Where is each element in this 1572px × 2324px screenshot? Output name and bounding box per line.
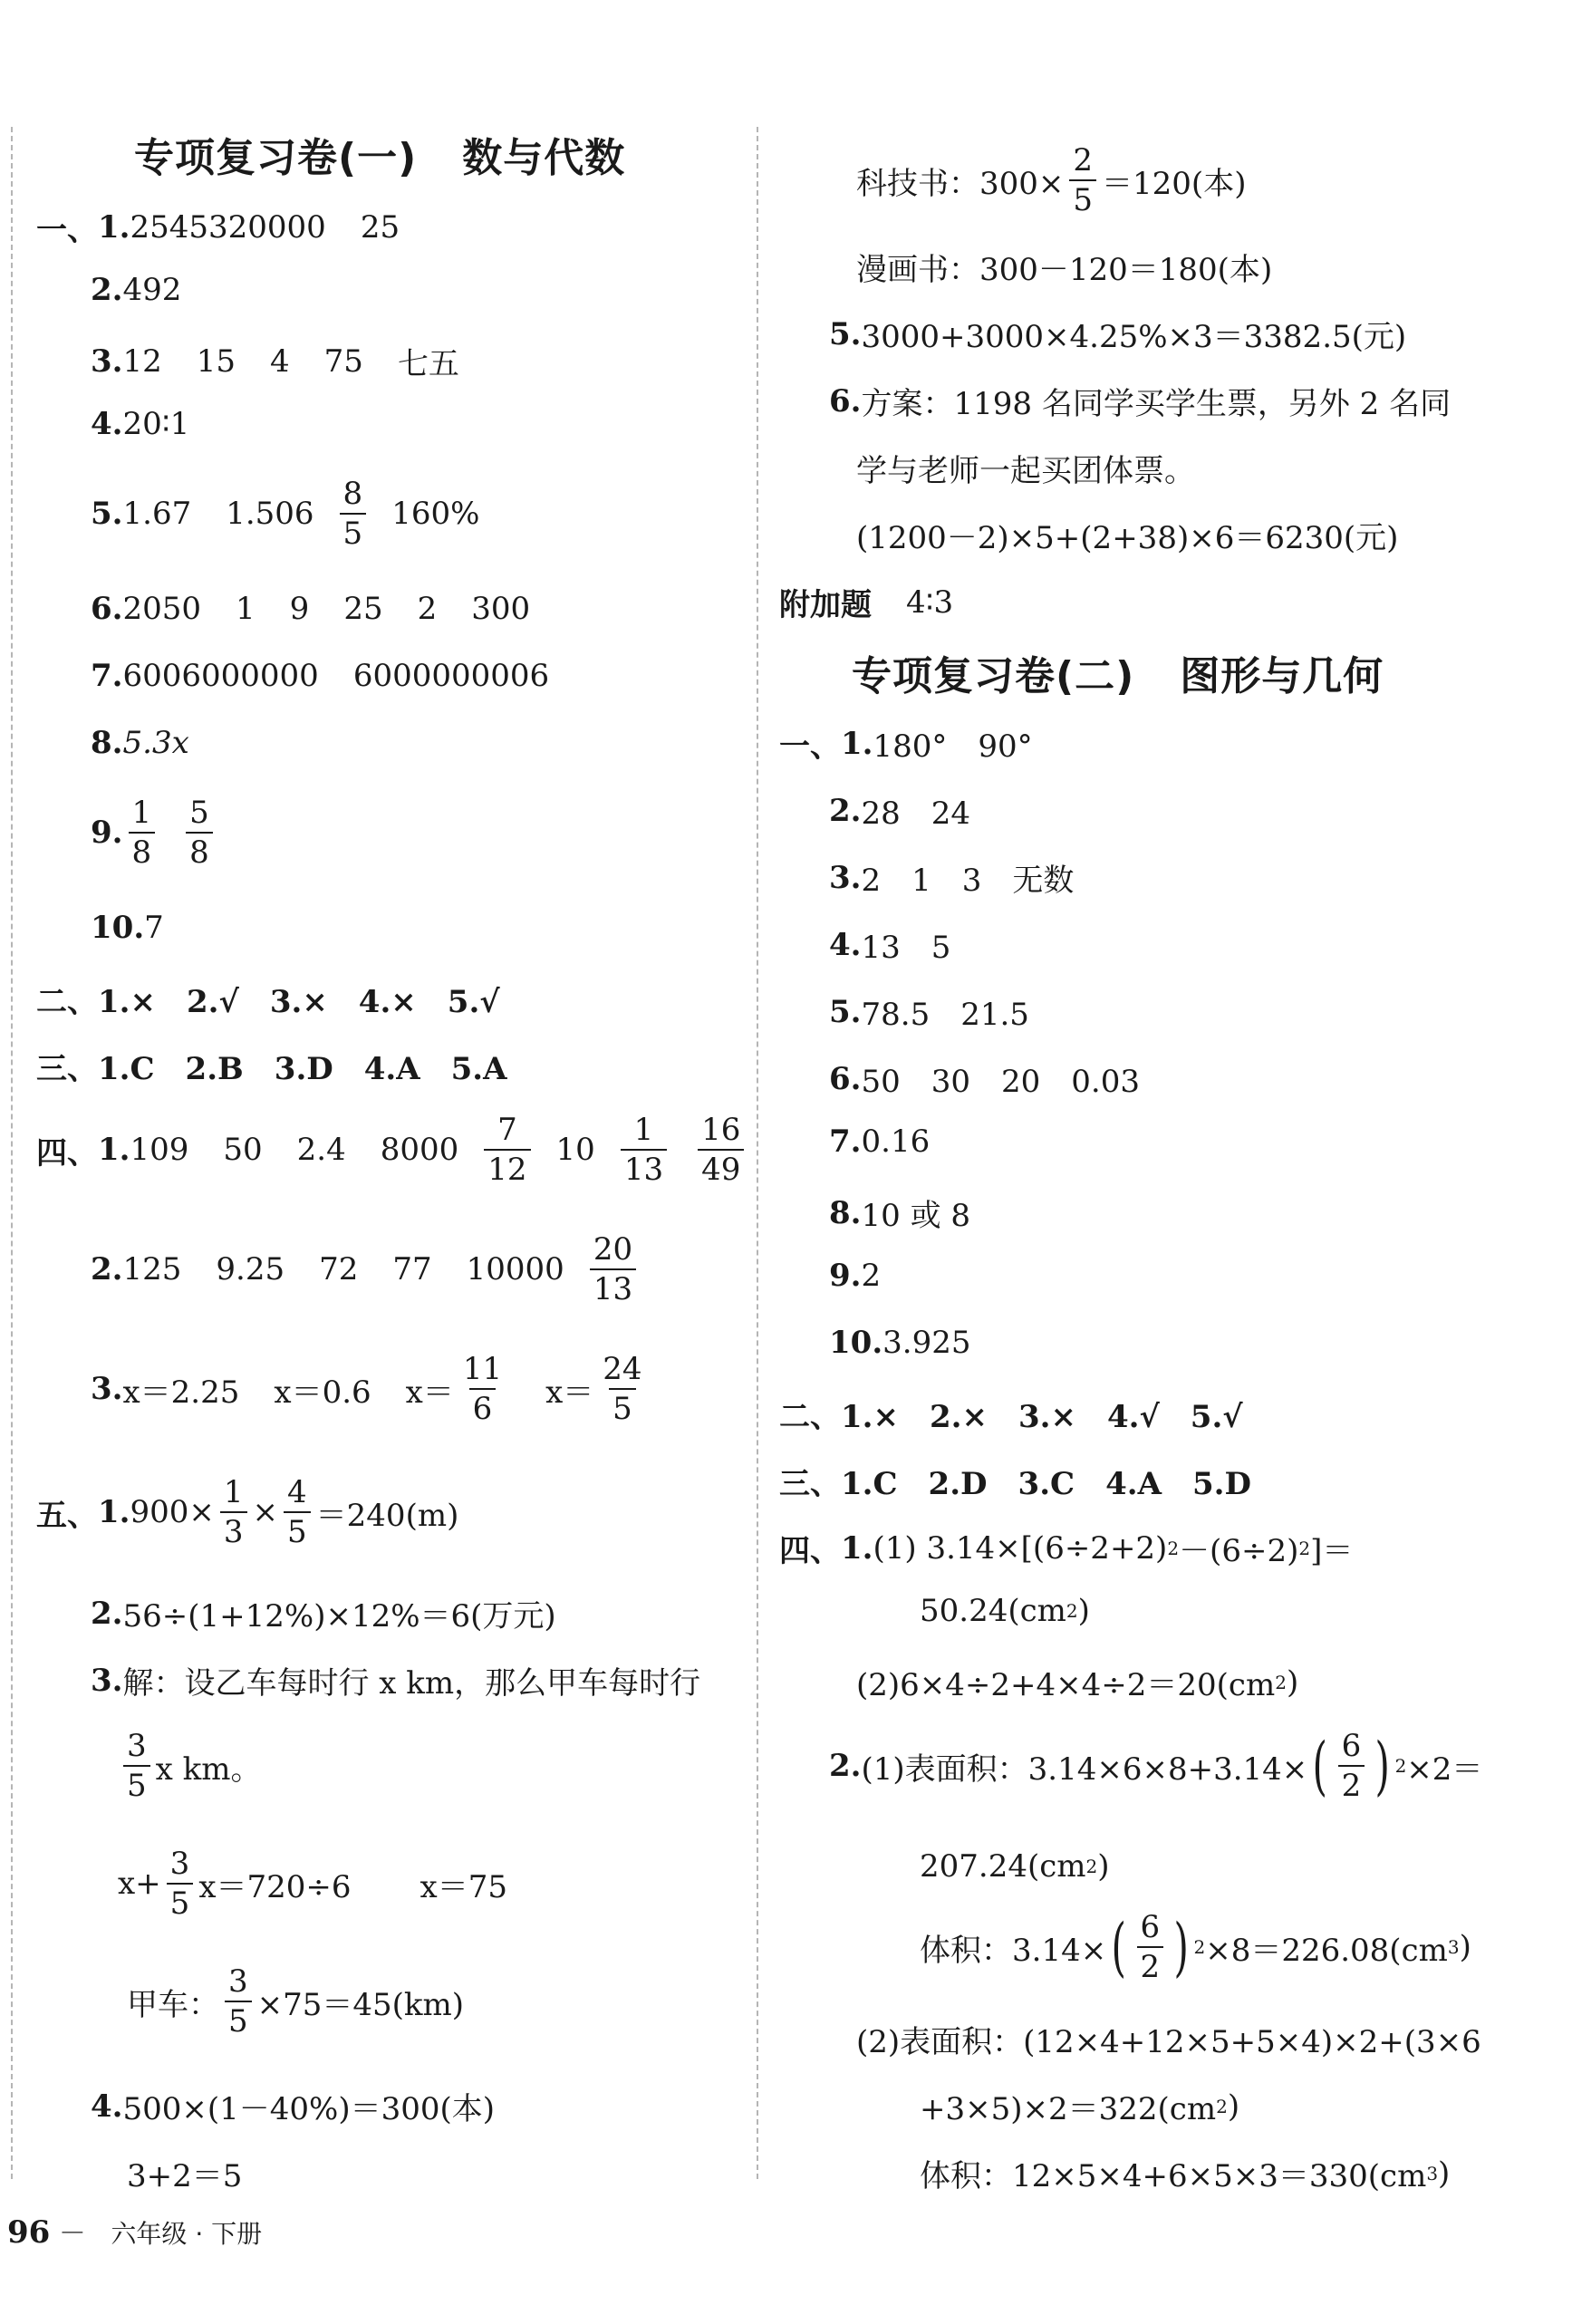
fraction: $\frac{24}{5}$ (603, 1351, 642, 1427)
answer: 15 (196, 342, 236, 380)
item-number: 9. (91, 815, 123, 851)
fraction: $\frac{6}{2}$ (1137, 1912, 1164, 1982)
fraction: $\frac{6}{2}$ (1338, 1731, 1365, 1801)
answer: 160% (391, 496, 480, 532)
left-title-sub: 数与代数 (462, 135, 626, 181)
fraction: $\frac{4}{5}$ (284, 1477, 311, 1548)
geo-section-4-line-1c: (2)6×4÷2+4×4÷2＝20(cm 2 ) (856, 1663, 1299, 1703)
fraction: $\frac{1}{13}$ (621, 1114, 667, 1185)
answer: 75 (323, 342, 363, 380)
left-section-4-line-2: 2. 125 9.25 72 77 10000 $\frac{20}{13}$ (91, 1234, 641, 1305)
left-section-3: 三、1.C 2.B 3.D 4.A 5.A (36, 1051, 507, 1087)
left-line-6: 6. 2050 1 9 25 2 300 (91, 591, 531, 627)
right-line-3: 5. 3000+3000×4.25%×3＝3382.5(元) (829, 315, 1407, 355)
geo-section-4-line-2: 2. (1)表面积：3.14×6×8+3.14× ( $\frac{6}{2}$ ) 2 ×2＝ (829, 1728, 1483, 1804)
page-footer (7, 2211, 262, 2251)
fraction: $\frac{20}{13}$ (590, 1234, 636, 1305)
left-section-5-line-3d: 甲车： $\frac{3}{5}$ ×75＝45(km) (127, 1963, 465, 2040)
fraction: $\frac{3}{5}$ (167, 1848, 194, 1919)
item-number: 8. (91, 725, 123, 761)
right-line-6: (1200－2)×5+(2+38)×6＝6230(元) (856, 520, 1399, 556)
left-line-5 (91, 476, 480, 552)
section-marker: 五、 (36, 1497, 98, 1534)
item-number: 7. (91, 658, 123, 694)
fraction: $\frac{3}{5}$ (123, 1731, 150, 1801)
left-section-5-line-2: 2. 56÷(1+12%)×12%＝6(万元) (91, 1595, 556, 1635)
geo-line-8: 8. 10 或 8 (829, 1194, 971, 1234)
geo-line-5: 5. 78.5 21.5 (829, 993, 1029, 1033)
fraction: $\frac{2}{5}$ (1069, 145, 1096, 216)
item-number: 10. (91, 910, 145, 946)
item-number: 1. (98, 208, 130, 246)
answer: 2545320000 (130, 208, 326, 246)
section-marker: 一、 (36, 212, 98, 248)
left-line-4 (91, 406, 189, 442)
item-number: 6. (91, 591, 123, 627)
grade-label: 六年级 · 下册 (111, 2219, 263, 2249)
item-number: 5. (91, 496, 123, 532)
geo-line-10: 10. 3.925 (829, 1325, 971, 1361)
left-line-3 (91, 339, 459, 383)
left-section-5-line-4b: 3+2＝5 (127, 2158, 243, 2194)
left-section-5-line-3: 3. 解：设乙车每时行 x km，那么甲车每时行 (91, 1662, 701, 1702)
answer: 1.506 (226, 496, 314, 532)
left-line-8: 8. 5.3x (91, 725, 189, 761)
right-line-2: 漫画书：300－120＝180(本) (856, 252, 1273, 288)
fraction: $\frac{1}{3}$ (220, 1477, 247, 1548)
left-section-title (134, 125, 625, 183)
geo-line-3: 3. 2 1 3 无数 (829, 859, 1075, 899)
item-number: 3. (91, 342, 123, 380)
section-marker: 四、 (36, 1134, 98, 1172)
answer: 12 (122, 342, 162, 380)
left-section-5-line-4: 4. 500×(1－40%)＝300(本) (91, 2088, 496, 2127)
left-title-main: 专项复习卷(一) (134, 135, 418, 181)
geo-line-6: 6. 50 30 20 0.03 (829, 1060, 1140, 1100)
fraction: $\frac{11}{6}$ (462, 1351, 503, 1427)
geo-section-4-line-2c: 体积：3.14× ( $\frac{6}{2}$ ) 2 ×8＝226.08(cm 3 ) (920, 1909, 1471, 1985)
left-line-7: 7. 6006000000 6000000006 (91, 658, 550, 694)
footer-dash: － (58, 2218, 86, 2250)
right-line-1: 科技书：300× $\frac{2}{5}$ ＝120(本) (856, 142, 1247, 218)
fraction: $\frac{3}{5}$ (225, 1966, 252, 2037)
geo-line-9: 9. 2 (829, 1258, 882, 1294)
answer: 492 (122, 272, 182, 308)
geo-line-1: 一、 1. 180° 90° (779, 725, 1033, 765)
left-line-1 (36, 205, 400, 249)
left-section-2: 二、1.× 2.√ 3.× 4.× 5.√ (36, 984, 500, 1020)
left-line-2 (91, 272, 181, 308)
right-line-4: 6. 方案：1198 名同学买学生票，另外 2 名同 (829, 382, 1451, 422)
right-title-sub: 图形与几何 (1180, 653, 1384, 699)
fraction: $\frac{16}{49}$ (698, 1114, 744, 1185)
answer: 25 (360, 208, 400, 246)
geo-section-4-line-2b: 207.24(cm 2 ) (920, 1848, 1110, 1885)
item-number: 4. (91, 406, 123, 442)
fraction: $\frac{1}{8}$ (129, 797, 156, 868)
fraction: $\frac{5}{8}$ (186, 797, 213, 868)
geo-section-2: 二、1.× 2.× 3.× 4.√ 5.√ (779, 1399, 1243, 1435)
left-line-10: 10. 7 (91, 910, 164, 946)
right-section-title (852, 643, 1384, 701)
left-section-5-line-1: 五、 1. 900× $\frac{1}{3}$ × $\frac{4}{5}$ ＝240(m) (36, 1474, 459, 1550)
fraction: $\frac{7}{12}$ (484, 1114, 530, 1185)
geo-section-4-line-2e: +3×5)×2＝322(cm 2 ) (920, 2088, 1240, 2127)
answer: 1.67 (122, 496, 192, 532)
geo-section-3: 三、1.C 2.D 3.C 4.A 5.D (779, 1466, 1251, 1502)
fraction: $\frac{8}{5}$ (340, 478, 367, 549)
right-title-main: 专项复习卷(二) (852, 653, 1135, 699)
left-section-4-line-3: 3. x＝2.25 x＝0.6 x＝ $\frac{11}{6}$ x＝ $\frac{24}{5}$ (91, 1354, 651, 1424)
answer: 20∶1 (122, 406, 190, 442)
geo-section-4-line-2f: 体积：12×5×4+6×5×3＝330(cm 3 ) (920, 2155, 1451, 2194)
page-number: 96 (7, 2214, 51, 2251)
left-section-5-line-3c: x+ $\frac{3}{5}$ x＝720÷6 x＝75 (118, 1846, 507, 1922)
geo-section-4-line-2d: (2)表面积：(12×4+12×5+5×4)×2+(3×6 (856, 2024, 1481, 2060)
geo-line-4: 4. 13 5 (829, 926, 951, 966)
geo-line-7: 7. 0.16 (829, 1123, 931, 1160)
answer: 七五 (397, 346, 459, 382)
right-line-5: 学与老师一起买团体票。 (856, 453, 1195, 489)
geo-line-2: 2. 28 24 (829, 792, 971, 832)
left-section-4-line-1: 四、 1. 109 50 2.4 8000 $\frac{7}{12}$ 10 $\frac{1}{13}$ $\frac{16}{49}$ (36, 1114, 749, 1185)
geo-section-4-line-1b: 50.24(cm 2 ) (920, 1593, 1090, 1629)
left-margin-rule (11, 127, 13, 2179)
geo-section-4-line-1: 四、 1. (1) 3.14×[(6÷2+2) 2 －(6÷2) 2 ]＝ (779, 1529, 1354, 1569)
item-number: 2. (91, 272, 123, 308)
center-column-divider (757, 127, 758, 2179)
answer: 4 (270, 342, 290, 380)
left-line-9 (91, 795, 218, 871)
bonus-question: 附加题 4∶3 (779, 583, 954, 623)
left-section-5-line-3b: $\frac{3}{5}$ x km。 (118, 1731, 261, 1801)
